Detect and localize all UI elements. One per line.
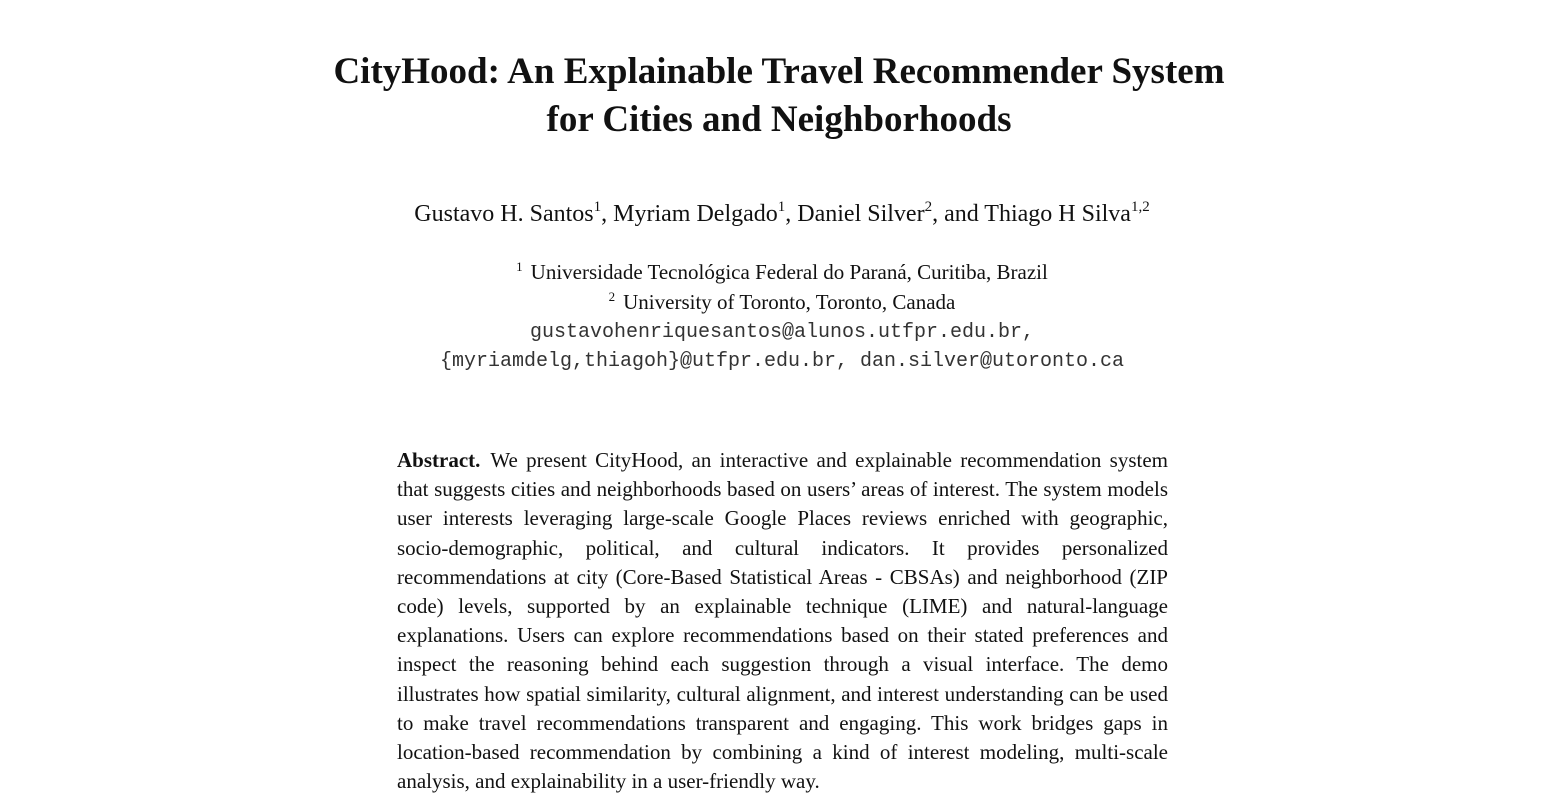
- affiliation-text: University of Toronto, Toronto, Canada: [623, 290, 956, 314]
- author-separator: ,: [601, 201, 614, 227]
- affiliation-1: [0, 257, 1558, 287]
- abstract-text: We present CityHood, an interactive and explainable recommendation system that suggests cities and neighborhoods based on users’ areas of interest. The system models user interests leveraging large-scale Google Places reviews enriched with geographic, socio-demographic, political, and cultural indicators. It provides personalized recommendations at city (Core-Based Statistical Areas - CBSAs) and neighborhood (ZIP code) levels, supported by an explainable technique (LIME) and natural-language explanations. Users can explore recommendations based on their stated preferences and inspect the reasoning behind each suggestion through a visual interface. The demo illustrates how spatial similarity, cultural alignment, and interest understanding can be used to make travel recommendations transparent and engaging. This work bridges gaps in location-based recommendation by combining a kind of interest modeling, multi-scale analysis, and explainability in a user-friendly way.: [397, 448, 1168, 794]
- author-name: Thiago H Silva: [984, 201, 1131, 227]
- author-name: Myriam Delgado: [613, 201, 778, 227]
- author-affiliation-mark: 2: [924, 199, 933, 215]
- author-name: Gustavo H. Santos: [414, 201, 594, 227]
- affiliation-mark: 2: [608, 289, 616, 304]
- author-list: [0, 198, 1558, 230]
- author-separator: ,: [785, 201, 798, 227]
- affiliation-2: [0, 287, 1558, 317]
- author-separator: , and: [932, 201, 985, 227]
- author-affiliation-mark: 1: [777, 199, 786, 215]
- title-line-1: CityHood: An Explainable Travel Recommender System: [333, 51, 1225, 92]
- affiliation-text: Universidade Tecnológica Federal do Paraná, Curitiba, Brazil: [530, 260, 1048, 284]
- affiliation-mark: 1: [516, 259, 523, 274]
- paper-title: [0, 48, 1558, 144]
- author-name: Daniel Silver: [797, 201, 925, 227]
- author-affiliation-mark: 1: [593, 199, 602, 215]
- email-line-1: gustavohenriquesantos@alunos.utfpr.edu.br,: [529, 321, 1035, 344]
- email-line-2: {myriamdelg,thiagoh}@utfpr.edu.br, dan.silver@utoronto.ca: [439, 350, 1125, 373]
- abstract-label: Abstract.: [397, 448, 481, 472]
- author-affiliation-mark: 1,2: [1130, 199, 1150, 215]
- title-line-2: for Cities and Neighborhoods: [546, 99, 1012, 140]
- abstract: [397, 446, 1168, 796]
